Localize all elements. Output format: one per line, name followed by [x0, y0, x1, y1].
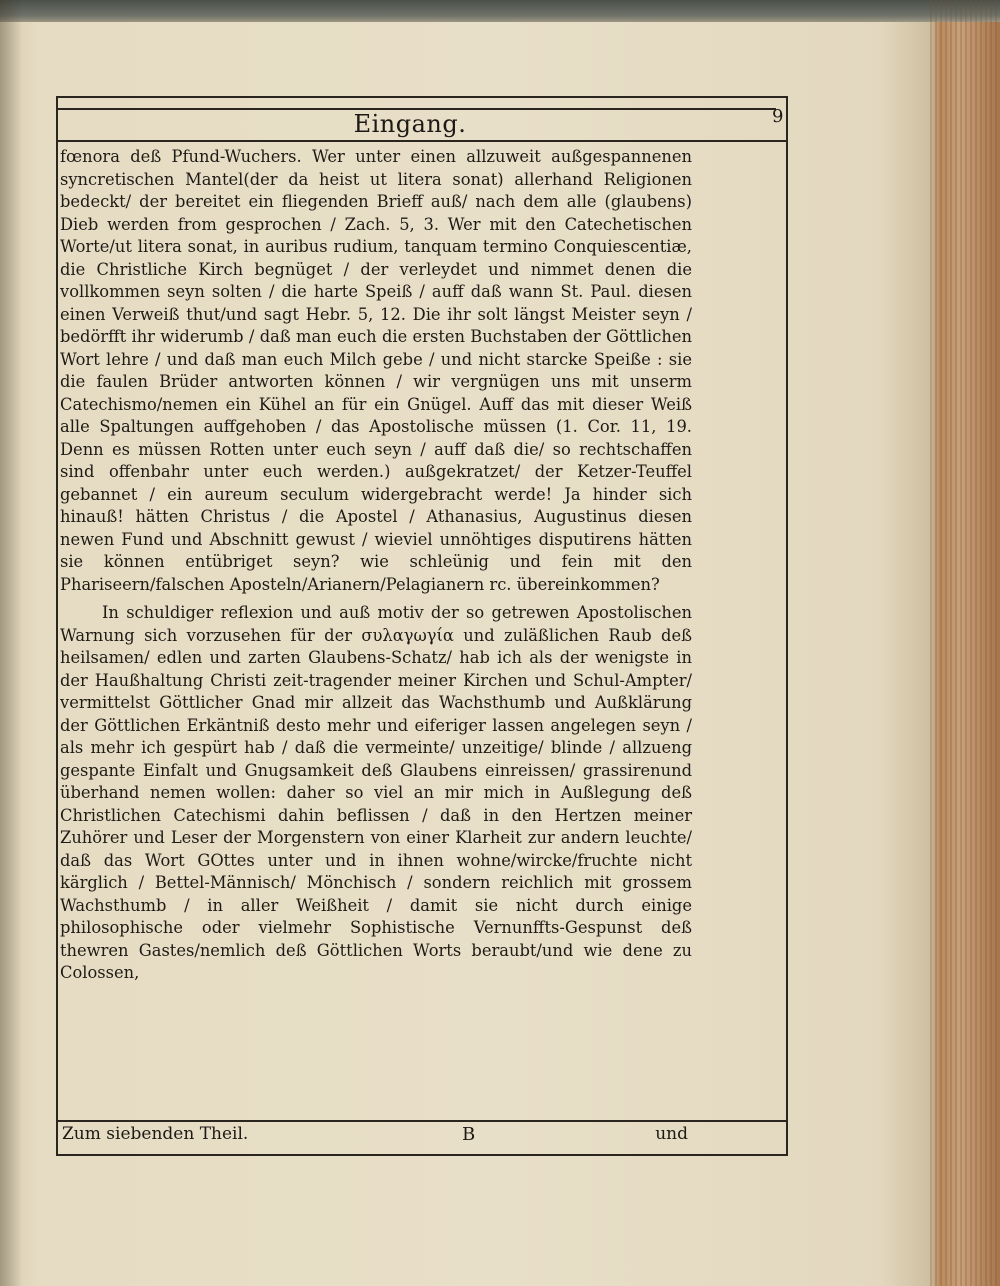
catchword: und: [655, 1124, 688, 1144]
running-head: Eingang.: [353, 110, 467, 138]
footer-rule: [56, 1120, 788, 1122]
signature-note: Zum siebenden Theil.: [62, 1124, 249, 1144]
main-text: [60, 146, 692, 985]
page-footer: [62, 1124, 688, 1152]
page-edges: [930, 0, 1000, 1286]
gutter-shadow: [0, 0, 22, 1286]
top-edge: [0, 0, 1000, 22]
signature-mark: B: [462, 1124, 476, 1145]
header-rule-bottom: [56, 140, 788, 142]
page-number: 9: [772, 106, 784, 127]
paragraph-1: fœnora deß Pfund-Wuchers. Wer unter einen allzuweit außgespannenen syncretischen Mantel(der da heist ut litera sonat) allerhand Religionen bedeckt/ der bereitet ein fliegenden Brieff auß/ nach dem alle (glaubens) Dieb werden from gesprochen / Zach. 5, 3. Wer mit den Catechetischen Worte/ut litera sonat, in auribus rudium, tanquam termino Conquiescentiæ, die Christliche Kirch begnüget / der verleydet und nimmet denen die vollkommen seyn solten / die harte Speiß / auff daß wann St. Paul. diesen einen Verweiß thut/und sagt Hebr. 5, 12. Die ihr solt längst Meister seyn / bedörfft ihr widerumb / daß man euch die ersten Buchstaben der Göttlichen Wort lehre / und daß man euch Milch gebe / und nicht starcke Speiße : sie die faulen Brüder antworten können / wir vergnügen uns mit unserm Catechismo/nemen ein Kühel an für ein Gnügel. Auff das mit dieser Weiß alle Spaltungen auffgehoben / das Apostolische müssen (1. Cor. 11, 19. Denn es müssen Rotten unter euch seyn / auff daß die/ so rechtschaffen sind offenbahr unter euch werden.) außgekratzet/ der Ketzer-Teuffel gebannet / ein aureum seculum widergebracht werde! Ja hinder sich hinauß! hätten Christus / die Apostel / Athanasius, Augustinus diesen newen Fund und Abschnitt gewust / wieviel unnöhtiges disputirens hätten sie können entübriget seyn? wie schleünig und fein mit den Phariseern/falschen Aposteln/Arianern/Pelagianern rc. übereinkommen?: [60, 147, 692, 594]
paragraph-2: In schuldiger reflexion und auß motiv der so getrewen Apostolischen Warnung sich vorzusehen für der συλαγωγία und zuläßlichen Raub deß heilsamen/ edlen und zarten Glaubens-Schatz/ hab ich als der wenigste in der Haußhaltung Christi zeit-tragender meiner Kirchen und Schul-Ampter/ vermittelst Göttlicher Gnad mir allzeit das Wachsthumb und Außklärung der Göttlichen Erkäntniß desto mehr und eiferiger lassen angelegen seyn / als mehr ich gespürt hab / daß die vermeinte/ unzeitige/ blinde / allzueng gespante Einfalt und Gnugsamkeit deß Glaubens einreissen/ grassirenund überhand nemen wollen: daher so viel an mir mich in Außlegung deß Christlichen Catechismi dahin beflissen / daß in den Hertzen meiner Zuhörer und Leser der Morgenstern von einer Klarheit zur andern leuchte/ daß das Wort GOttes unter und in ihnen wohne/wircke/fruchte nicht kärglich / Bettel-Männisch/ Mönchisch / sondern reichlich mit grossem Wachsthumb / in aller Weißheit / damit sie nicht durch einige philosophische oder vielmehr Sophistische Vernunffts-Gespunst deß thewren Gastes/nemlich deß Göttlichen Worts beraubt/und wie dene zu Colossen,: [60, 603, 692, 982]
